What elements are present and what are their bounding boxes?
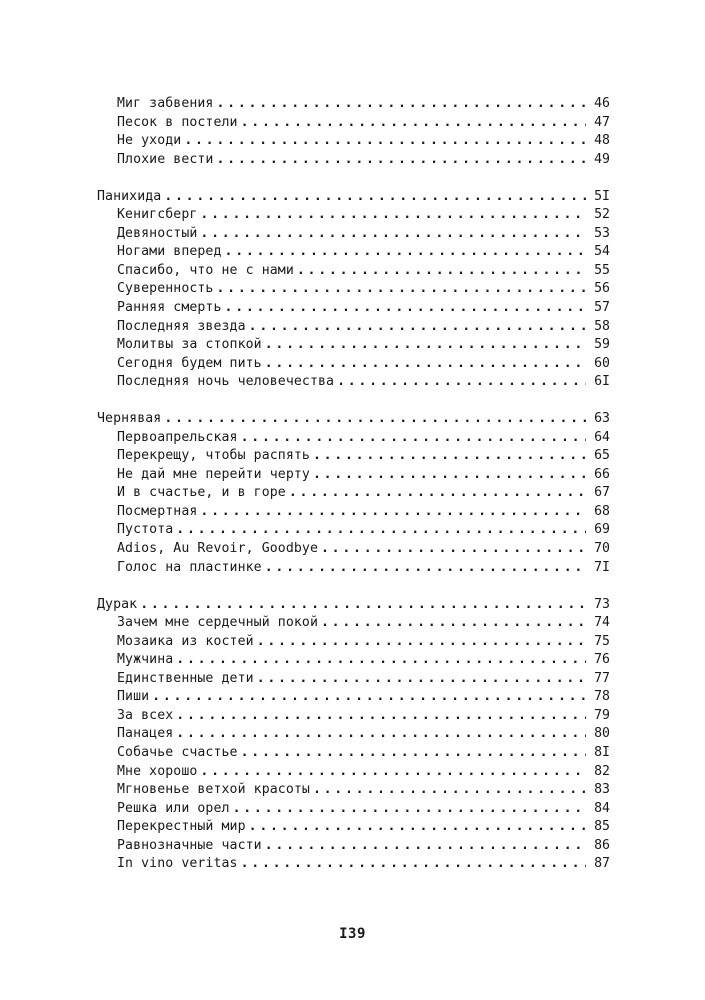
toc-section [97, 188, 610, 392]
toc-entry-title: In vino veritas [117, 856, 238, 872]
dot-leader [216, 280, 586, 299]
toc-entry-page: 55 [594, 262, 610, 278]
toc-entry [97, 651, 610, 670]
dot-leader [176, 725, 586, 744]
toc-entry-title: Мгновенье ветхой красоты [117, 782, 310, 798]
toc-entry [97, 818, 610, 837]
toc-entry-title: Равнозначные части [117, 837, 262, 853]
dot-leader [241, 114, 586, 133]
toc-entry [97, 688, 610, 707]
dot-leader [313, 466, 586, 485]
toc-entry-title: Перекрестный мир [117, 819, 246, 835]
table-of-contents [97, 95, 610, 892]
toc-entry [97, 262, 610, 281]
toc-heading-title: Панихида [97, 188, 162, 204]
toc-entry [97, 540, 610, 559]
toc-entry-page: 58 [594, 318, 610, 334]
toc-entry-title: Не дай мне перейти черту [117, 466, 310, 482]
toc-entry [97, 243, 610, 262]
toc-entry [97, 151, 610, 170]
toc-entry [97, 837, 610, 856]
toc-entry [97, 132, 610, 151]
toc-entry-page: 54 [594, 244, 610, 260]
toc-entry-title: Девяностый [117, 225, 198, 241]
toc-entry [97, 707, 610, 726]
toc-entry-page: 49 [594, 151, 610, 167]
toc-heading [97, 596, 610, 615]
toc-heading-page: 5I [594, 188, 610, 204]
toc-heading [97, 188, 610, 207]
toc-entry [97, 95, 610, 114]
toc-entry [97, 763, 610, 782]
toc-entry-title: Мозаика из костей [117, 633, 254, 649]
toc-entry [97, 670, 610, 689]
toc-entry [97, 744, 610, 763]
dot-leader [241, 429, 586, 448]
toc-heading [97, 410, 610, 429]
toc-heading-title: Чернявая [97, 411, 162, 427]
toc-entry-page: 46 [594, 96, 610, 111]
dot-leader [225, 299, 586, 318]
toc-entry-title: Первоапрельская [117, 429, 238, 445]
toc-entry-title: Пиши [117, 689, 150, 705]
dot-leader [321, 614, 586, 633]
toc-entry-title: Последняя звезда [117, 318, 246, 334]
toc-entry-page: 79 [594, 707, 610, 723]
toc-entry-page: 86 [594, 837, 610, 853]
dot-leader [265, 336, 586, 355]
toc-entry-page: 59 [594, 337, 610, 353]
toc-entry-title: Решка или орел [117, 800, 230, 816]
dot-leader [140, 596, 586, 615]
toc-entry-title: Не уходи [117, 133, 182, 149]
dot-leader [176, 707, 586, 726]
toc-entry-page: 83 [594, 782, 610, 798]
toc-entry-page: 65 [594, 448, 610, 464]
toc-entry [97, 318, 610, 337]
toc-entry-title: Собачье счастье [117, 745, 238, 760]
dot-leader [257, 633, 586, 652]
dot-leader [176, 521, 586, 540]
toc-entry-page: 66 [594, 466, 610, 482]
toc-entry [97, 855, 610, 874]
toc-entry-title: Единственные дети [117, 670, 254, 686]
toc-entry-title: Adios, Au Revoir, Goodbye [117, 541, 318, 557]
toc-entry-title: Голос на пластинке [117, 559, 262, 575]
toc-entry-page: 48 [594, 133, 610, 149]
dot-leader [289, 484, 586, 503]
toc-entry [97, 466, 610, 485]
toc-entry-title: За всех [117, 707, 174, 723]
toc-entry [97, 614, 610, 633]
dot-leader [164, 188, 586, 207]
toc-entry [97, 781, 610, 800]
toc-entry [97, 633, 610, 652]
toc-entry-title: Посмертная [117, 503, 198, 519]
dot-leader [200, 206, 586, 225]
toc-heading-page: 63 [594, 411, 610, 427]
toc-entry-title: Миг забвения [117, 96, 214, 111]
toc-entry [97, 225, 610, 244]
toc-entry-page: 70 [594, 541, 610, 557]
toc-entry [97, 336, 610, 355]
toc-section [97, 95, 610, 169]
toc-entry-title: Суверенность [117, 281, 214, 297]
toc-entry [97, 800, 610, 819]
dot-leader [200, 503, 586, 522]
toc-entry-title: Спасибо, что не с нами [117, 262, 294, 278]
toc-entry [97, 484, 610, 503]
toc-entry-title: Пустота [117, 522, 174, 538]
toc-entry [97, 373, 610, 392]
toc-entry-page: 82 [594, 763, 610, 779]
toc-section [97, 410, 610, 577]
toc-entry-page: 77 [594, 670, 610, 686]
toc-entry [97, 725, 610, 744]
dot-leader [152, 688, 586, 707]
dot-leader [257, 670, 586, 689]
dot-leader [225, 243, 586, 262]
toc-entry-title: Мужчина [117, 652, 174, 668]
dot-leader [200, 225, 586, 244]
toc-entry-page: 76 [594, 652, 610, 668]
dot-leader [265, 355, 586, 374]
dot-leader [241, 744, 586, 763]
toc-entry-page: 80 [594, 726, 610, 742]
toc-entry [97, 447, 610, 466]
toc-entry-title: Молитвы за стопкой [117, 337, 262, 353]
dot-leader [216, 95, 586, 114]
toc-entry-page: 6I [594, 374, 610, 390]
toc-entry-title: Ранняя смерть [117, 299, 222, 315]
toc-entry-title: Плохие вести [117, 151, 214, 167]
toc-entry-page: 75 [594, 633, 610, 649]
toc-entry-title: Панацея [117, 726, 174, 742]
dot-leader [200, 763, 586, 782]
toc-entry [97, 299, 610, 318]
dot-leader [241, 855, 586, 874]
dot-leader [313, 781, 586, 800]
toc-entry-page: 8I [594, 745, 610, 760]
dot-leader [176, 651, 586, 670]
toc-entry-page: 67 [594, 485, 610, 501]
dot-leader [233, 800, 586, 819]
toc-entry-page: 64 [594, 429, 610, 445]
dot-leader [216, 151, 586, 170]
toc-entry [97, 114, 610, 133]
toc-entry [97, 503, 610, 522]
toc-entry-title: И в счастье, и в горе [117, 485, 286, 501]
toc-entry [97, 429, 610, 448]
toc-entry-page: 57 [594, 299, 610, 315]
toc-entry-title: Перекрещу, чтобы распять [117, 448, 310, 464]
toc-section [97, 596, 610, 874]
toc-entry-page: 69 [594, 522, 610, 538]
toc-heading-page: 73 [594, 596, 610, 612]
toc-entry-page: 78 [594, 689, 610, 705]
toc-entry-title: Песок в постели [117, 114, 238, 130]
toc-entry-page: 84 [594, 800, 610, 816]
toc-entry-title: Последняя ночь человечества [117, 374, 335, 390]
toc-entry [97, 559, 610, 578]
toc-entry-title: Мне хорошо [117, 763, 198, 779]
toc-entry-page: 87 [594, 856, 610, 872]
toc-entry-page: 68 [594, 503, 610, 519]
toc-entry-page: 53 [594, 225, 610, 241]
dot-leader [249, 818, 586, 837]
toc-entry [97, 280, 610, 299]
toc-entry [97, 521, 610, 540]
dot-leader [265, 559, 586, 578]
dot-leader [313, 447, 586, 466]
toc-entry-page: 74 [594, 615, 610, 631]
dot-leader [297, 262, 586, 281]
toc-entry-page: 85 [594, 819, 610, 835]
toc-entry-page: 60 [594, 355, 610, 371]
toc-entry [97, 355, 610, 374]
toc-entry-title: Сегодня будем пить [117, 355, 262, 371]
dot-leader [184, 132, 586, 151]
toc-entry-title: Кенигсберг [117, 207, 198, 223]
dot-leader [164, 410, 586, 429]
dot-leader [249, 318, 586, 337]
toc-entry-title: Ногами вперед [117, 244, 222, 260]
toc-heading-title: Дурак [97, 596, 138, 612]
dot-leader [321, 540, 586, 559]
toc-entry-page: 47 [594, 114, 610, 130]
toc-entry-page: 7I [594, 559, 610, 575]
toc-entry [97, 206, 610, 225]
toc-entry-page: 52 [594, 207, 610, 223]
dot-leader [265, 837, 586, 856]
toc-entry-page: 56 [594, 281, 610, 297]
page-number: I39 [339, 926, 366, 942]
dot-leader [337, 373, 586, 392]
toc-entry-title: Зачем мне сердечный покой [117, 615, 318, 631]
